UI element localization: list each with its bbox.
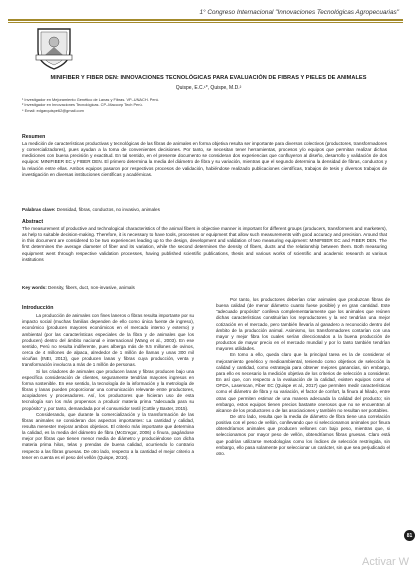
keywords-label: Key words: xyxy=(22,285,47,290)
body-paragraph: Por tanto, los productores deberían criar animales que produzcan fibras de buena calidad (de menor diámetro cuanto fuese posible) y en gran cantidad. Este "adecuado propósito" conlleva complementariamente que los animales que reúnen dichas características constituirían los reproductores y la vez tendrían una mejor cotización en el mercado, pero también llevaría al ganadero a reconocido dentro del ámbito de la producción animal. Asimismo, los transformadores contarían con una mayor y mejor fibra los cuales serían direccionados a la buena producción de productos de mayor precio en el mercado mundial y por lo tanto también tendrían mayores utilidades. xyxy=(216,297,390,352)
email-line: * Email: edgarquispe62@gmail.com xyxy=(22,107,84,113)
header-rule-thin xyxy=(8,22,403,23)
abstract-keywords xyxy=(22,285,387,291)
keywords-value: Density, fibers, duct, non-invasive, animals xyxy=(48,285,135,290)
body-paragraph: Considerando, que durante la comercialización y la transformación de las fibras animales se consideran dos aspectos importantes: La cantidad y calidad, resulta menester mejorar ambos objetivos. El criterio más importante que determina la calidad, es la media del diámetro de fibra (McGregor, 2006) o finura, pagándose mejor por fibras que tienen menor media de diámetro y produciéndose con dicha materia prima hilos, telas y prendas de buena calidad, ocurriendo lo contrario respecto a las fibras gruesas. De otro lado, respecto a la cantidad el mejor criterio a tener en cuenta es el peso del vellón (Quispe, 2010). xyxy=(22,411,194,460)
header-rule xyxy=(8,19,403,21)
resumen-keywords xyxy=(22,207,387,213)
body-paragraph: En tomo a ello, queda claro que la principal tarea es la de considerar el mejoramiento genético y medioambiental, teniendo como objetivos de selección la calidad y cantidad, como estrategia para obtener mejores ganancias, sin embargo, para ello es necesario la medición objetiva de los criterios de selección a considerar. En así que, con respecto a la evaluación de la calidad, existen equipos como el OFDA, Laserscan, Fiber EC (Quispe et al., 2017) que permiten medir características como el diámetro de fibra y su variación, el factor de confort, la finura al hilado, entre otras que permiten estimar de una manera adecuada la calidad del producto; sin embargo, estos equipos tienen precios bastante onerosos que no se encuentran al alcance de los productores o de las asociaciones y también no resultan ser portables. xyxy=(216,352,390,413)
left-column xyxy=(22,305,194,461)
resumen-heading: Resumen xyxy=(22,134,46,140)
page-number-badge: 81 xyxy=(404,530,415,541)
abstract-text: The measurement of productive and technological characteristics of the animal fibers in objective manner is important for different groups (producers, transformers and marketers), as help to suitable decision-making. Therefore, it is necessary to have tools, processes or equipment that allow such measurements with good accuracy and precision. Around that in this document are considered to be two experiences leading up to the design, development and validation of two measuring equipment: MINIFIBER EC and FIBER DEN. The first determines the average diameter of fiber and its variation, while the second determines the density of fibers, ducts and the relationship between them. Both measuring equipment went through respective validation processes, having published scientific publications, thesis and various works of scientific and academic research at various institutions xyxy=(22,226,387,262)
resumen-text: La medición de características productivas y tecnológicas de las fibras de animales en forma objetiva resulta ser importante para diversos colectivos (productores, transformadores y comercializadores), pues ayudan a la toma de convenientes decisiones. Por tanto, se necesitan tener herramientas, procesos y/o equipos que permitan realizar dichas mediciones con buena precisión y exactitud. En tal sentido, en el presente documento se consideran dos experiencias que confluyeron al diseño, desarrollo y validación de dos equipos: MINIFIBER EC y FIBER DEN. El primero determina la media del diámetro de fibra y su variación, mientras que el segundo determina la densidad de fibras, conductos y la relación entre ellas. Ambos equipos pasaron por respectivos procesos de validación, habiéndose realizado publicaciones científicas, trabajos de tesis y diversos trabajos de investigación en diversas instituciones científicas y académicas. xyxy=(22,141,387,177)
affiliation-line: ² Investigador en Innovaciones Tecnológicas. CP–Maccorp Tech Perú. xyxy=(22,102,143,108)
activation-watermark: Activar W xyxy=(362,556,410,568)
right-column xyxy=(216,297,390,457)
university-logo-icon xyxy=(34,25,74,71)
keywords-label: Palabras clave: xyxy=(22,207,56,212)
authors: Quispe, E.C.¹*, Quispe, M.D.² xyxy=(175,85,242,91)
introduction-heading: Introducción xyxy=(22,305,54,311)
paper-title: MINIFIBER Y FIBER DEN: INNOVACIONES TECNOLÓGICAS PARA EVALUACIÓN DE FIBRAS Y PIELES DE ANIMALES xyxy=(50,75,367,81)
affiliation-line: ¹ Investigador en Mejoramiento Genético de Lanas y Fibras. VP–UNACH. Perú. xyxy=(22,97,160,102)
body-paragraph: La producción de animales con fines laneros o fibras resulta importante por su impacto social (muchas familias dependen de ello como única fuente de ingreso), económico (producen mayores económicos en el mercado interno y externo) y ambiental (por las características especiales de la fibra y de animales que los producen) dentro del ámbito nacional e internacional (Wang et al., 2003). En ese sentido, Perú no resulta indiferente, pues alberga más de 9.5 millones de ovinos, cerca de 4 millones de alpaca, alrededor de 1 millón de llamas y unas 300 mil vicuñas (INEI, 2013), que producen lanas y fibras cuya producción, venta y transformación involucra a más de 1 millón de personas. xyxy=(22,313,194,368)
abstract-heading: Abstract xyxy=(22,219,44,225)
keywords-value: Densidad, fibras, conductos, no invasivo, animales xyxy=(56,207,160,212)
congress-header: 1° Congreso Internacional "Innovaciones Tecnológicas Agropecuarias" xyxy=(199,9,399,16)
body-paragraph: De otro lado, resulta que la media de diámetro de fibra tiene una correlación positiva con el peso de vellón, conllevando que si seleccionamos animales por finura obtendríamos animales que producen vellones con bajo peso, mientras que, si seleccionamos por mayor peso de vellón, obtendríamos fibras gruesas. Claro está que podrían utilizarse metodologías como los índices de selección restringida, sin embargo, ello pasa solamente por seleccionar un carácter, sin que sea perjudicado el otro. xyxy=(216,413,390,456)
affiliations xyxy=(22,97,397,113)
body-paragraph: Si los criadores de animales que producen lanas y fibras producen bajo una específica consideración de clientes, seguramente tendrían mayores ingresos en forma sostenible. En ese sentido, la tecnología de la información y la metrología de fibras y lanas pueden proporcionar una comunicación relevante entre productores, acopiadores y procesadores. Así, los productores que hicieran uso de esta tecnología son los más propensos a producir materia prima "adecuada para su propósito" y, por tanto, demandada por el consumidor textil (Cottle y Baxter, 2015). xyxy=(22,368,194,411)
